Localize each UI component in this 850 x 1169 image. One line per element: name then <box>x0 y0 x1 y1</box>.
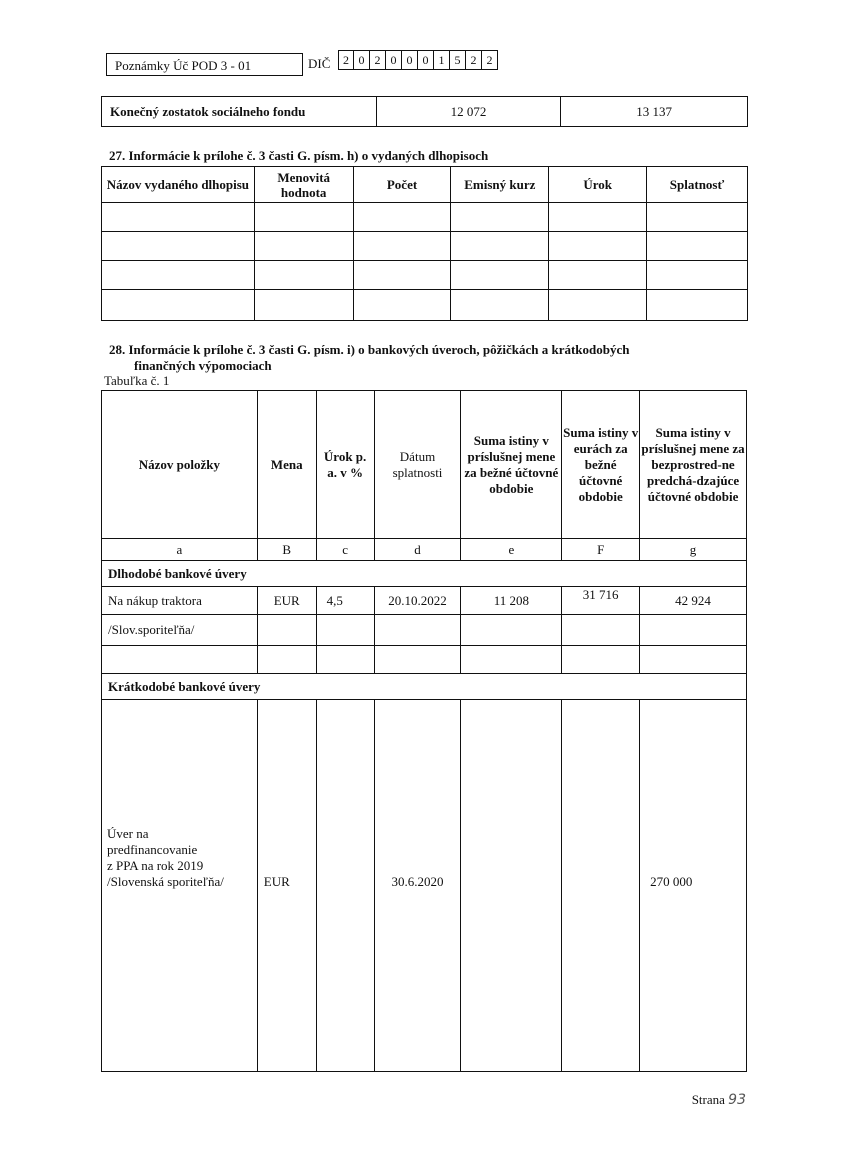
column-letter: g <box>640 539 747 561</box>
dic-digit: 5 <box>450 50 466 70</box>
col-principal-previous: Suma istiny v príslušnej mene za bezprostred-ne predchá-dzajúce účtovné obdobie <box>640 391 747 539</box>
table-row <box>102 646 747 674</box>
dic-number <box>338 50 498 70</box>
table-row <box>102 203 748 232</box>
social-fund-previous: 13 137 <box>561 97 748 127</box>
col-maturity: Splatnosť <box>647 167 748 203</box>
table-row <box>102 232 748 261</box>
col-principal-current: Suma istiny v príslušnej mene za bežné účtovné obdobie <box>461 391 562 539</box>
loan-principal-current: 11 208 <box>461 587 562 615</box>
page-number: 93 <box>728 1092 746 1108</box>
short-loan-principal-previous: 270 000 <box>640 700 747 1072</box>
loan-due: 20.10.2022 <box>374 587 461 615</box>
col-due-date: Dátum splatnosti <box>374 391 461 539</box>
col-nominal: Menovitá hodnota <box>254 167 353 203</box>
section28-title-line1: 28. Informácie k prílohe č. 3 časti G. písm. i) o bankových úveroch, pôžičkách a krátkodobých <box>109 342 630 357</box>
loans-table <box>101 390 747 1072</box>
dic-digit: 2 <box>466 50 482 70</box>
loan-rate: 4,5 <box>316 587 374 615</box>
column-letter: e <box>461 539 562 561</box>
table-row <box>102 290 748 321</box>
dic-label: DIČ <box>308 56 331 71</box>
social-fund-current: 12 072 <box>376 97 561 127</box>
loan-name: /Slov.sporiteľňa/ <box>102 615 258 646</box>
note-reference: Poznámky Úč POD 3 - 01 <box>106 53 303 76</box>
bonds-table <box>101 166 748 321</box>
table-row <box>102 587 747 615</box>
col-item-name: Názov položky <box>102 391 258 539</box>
column-letter: F <box>562 539 640 561</box>
col-count: Počet <box>353 167 451 203</box>
short-loan-name-line: predfinancovanie <box>107 842 198 857</box>
short-loan-name-line: Úver na <box>107 826 149 841</box>
dic-digit: 2 <box>338 50 354 70</box>
short-loan-name-line: /Slovenská sporiteľňa/ <box>107 874 224 889</box>
loan-principal-previous: 42 924 <box>640 587 747 615</box>
section27-title: 27. Informácie k prílohe č. 3 časti G. písm. h) o vydaných dlhopisoch <box>109 148 489 163</box>
long-term-section: Dlhodobé bankové úvery <box>102 561 747 587</box>
col-interest: Úrok <box>549 167 647 203</box>
table-row <box>102 261 748 290</box>
social-fund-table <box>101 96 748 127</box>
column-letter: a <box>102 539 258 561</box>
col-currency: Mena <box>257 391 316 539</box>
short-loan-due: 30.6.2020 <box>374 700 461 1072</box>
dic-digit: 2 <box>370 50 386 70</box>
col-issue-rate: Emisný kurz <box>451 167 549 203</box>
table-label: Tabuľka č. 1 <box>104 373 170 388</box>
loan-currency: EUR <box>257 587 316 615</box>
column-letter: B <box>257 539 316 561</box>
section28-title-line2: finančných výpomociach <box>134 358 272 373</box>
dic-digit: 0 <box>354 50 370 70</box>
column-letter: d <box>374 539 461 561</box>
short-term-section: Krátkodobé bankové úvery <box>102 674 747 700</box>
short-loan-name-line: z PPA na rok 2019 <box>107 858 204 873</box>
dic-digit: 1 <box>434 50 450 70</box>
col-rate: Úrok p. a. v % <box>316 391 374 539</box>
dic-digit: 0 <box>418 50 434 70</box>
col-bond-name: Názov vydaného dlhopisu <box>102 167 255 203</box>
dic-digit: 0 <box>402 50 418 70</box>
social-fund-label: Konečný zostatok sociálneho fondu <box>102 97 377 127</box>
loan-principal-eur: 31 716 <box>562 587 640 615</box>
short-loan-currency: EUR <box>257 700 316 1072</box>
page-label: Strana <box>691 1092 725 1107</box>
column-letter: c <box>316 539 374 561</box>
dic-digit: 0 <box>386 50 402 70</box>
col-principal-eur: Suma istiny v eurách za bežné účtovné obdobie <box>562 391 640 539</box>
loan-name: Na nákup traktora <box>102 587 258 615</box>
table-row <box>102 615 747 646</box>
page-footer <box>692 1092 746 1108</box>
table-row <box>102 700 747 1072</box>
short-loan-name <box>102 700 258 1072</box>
dic-digit: 2 <box>482 50 498 70</box>
